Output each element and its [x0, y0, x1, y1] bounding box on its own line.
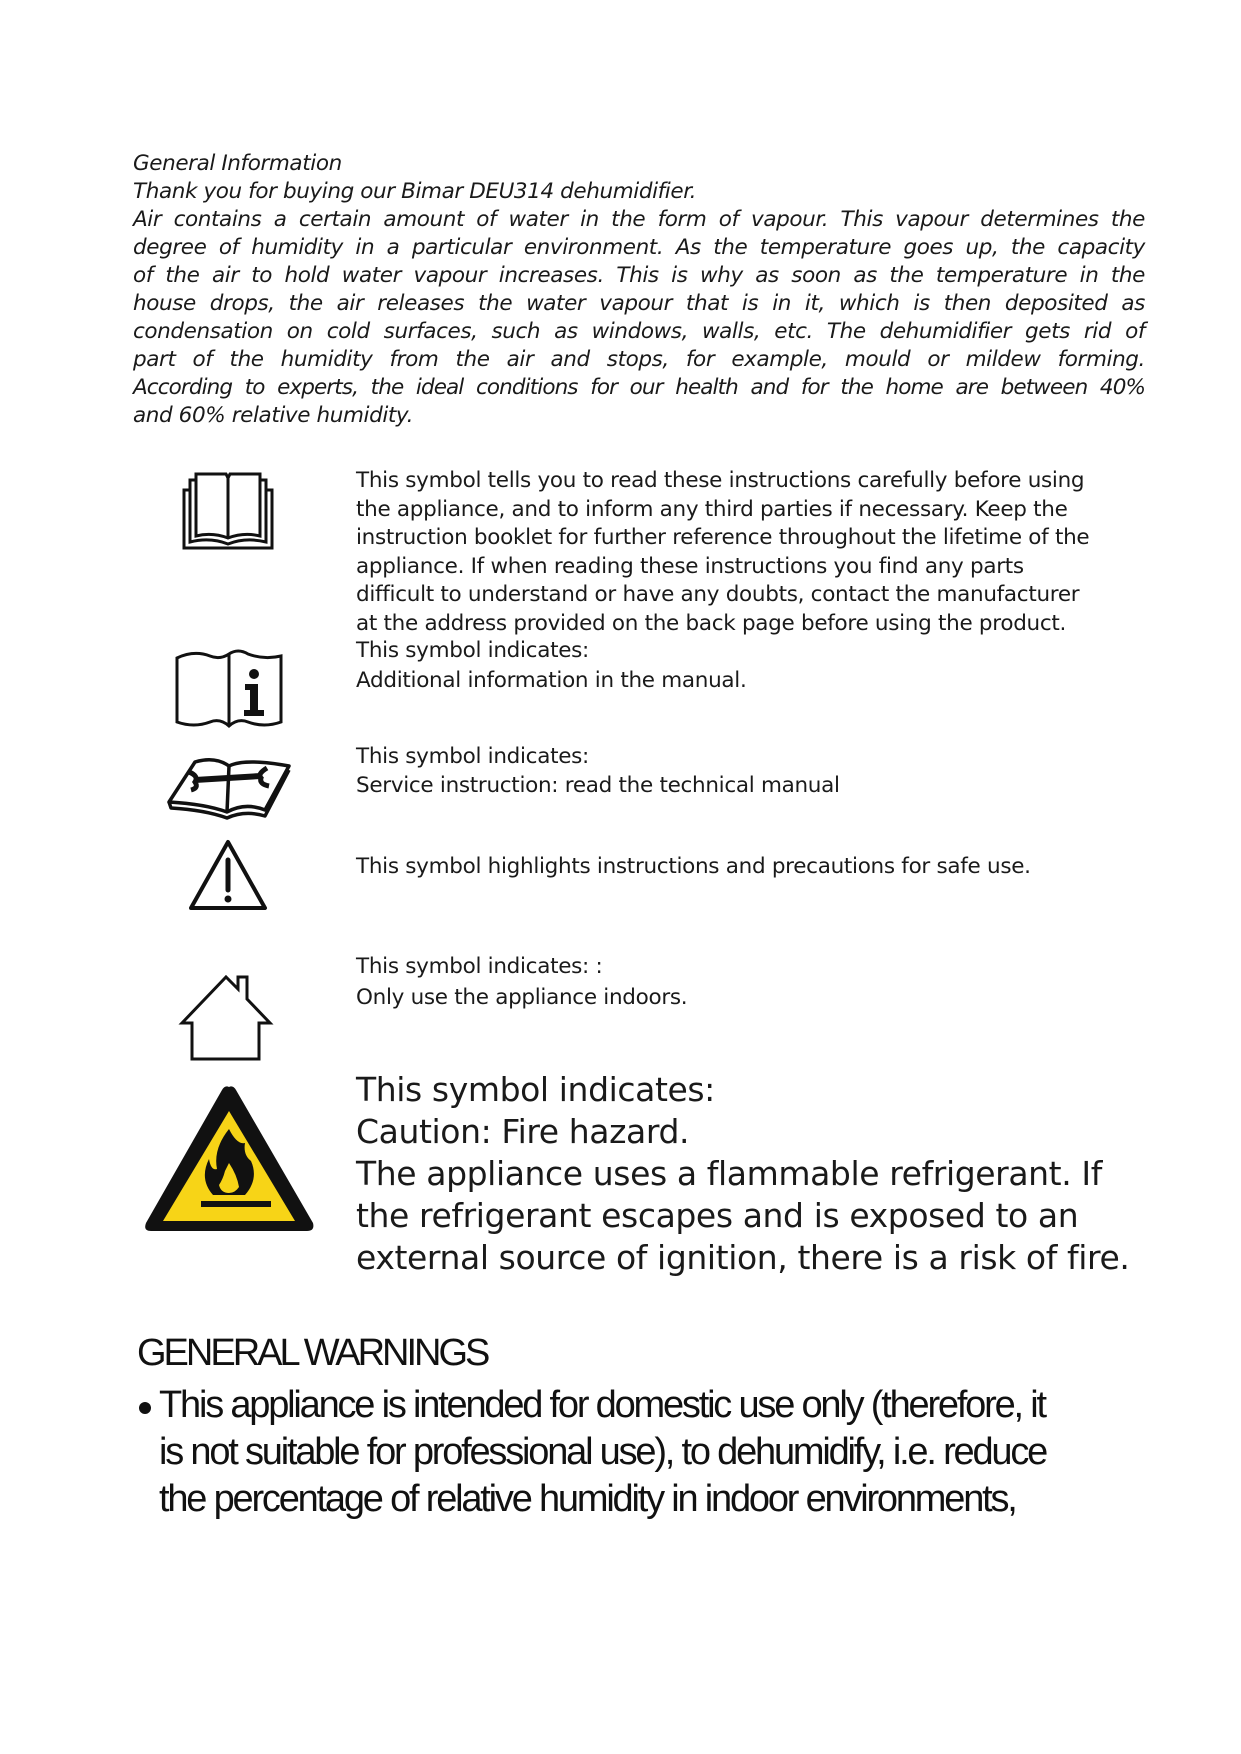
read-instructions-book-icon: [180, 470, 276, 554]
symbol-description: This symbol indicates: Service instruction: read the technical manual: [356, 744, 840, 798]
symbol-description: This symbol indicates: : Only use the appliance indoors.: [356, 954, 688, 1010]
thank-you-line: Thank you for buying our Bimar DEU314 dehumidifier.: [133, 179, 697, 204]
intro-paragraph-line: According to experts, the ideal conditions for our health and for the home are between 40%: [133, 375, 1145, 400]
intro-paragraph-line: house drops, the air releases the water vapour that is in it, which is then deposited as: [133, 291, 1145, 316]
indoor-use-house-icon: [178, 975, 274, 1061]
general-warnings-heading: GENERAL WARNINGS: [137, 1332, 488, 1374]
symbol-description: This symbol highlights instructions and precautions for safe use.: [356, 854, 1031, 879]
intro-paragraph-line: of the air to hold water vapour increases. This is why as soon as the temperature in the: [133, 263, 1145, 288]
warning-triangle-icon: [187, 838, 269, 912]
section-title: General Information: [133, 151, 342, 176]
service-manual-wrench-icon: [165, 756, 291, 820]
symbol-description: This symbol indicates: Additional information in the manual.: [356, 638, 747, 693]
fire-hazard-icon: [141, 1083, 317, 1235]
symbol-description: This symbol indicates: Caution: Fire hazard. The appliance uses a flammable refrigerant. If the refrigerant escapes and is exposed to an external source of ignition, there is a risk of fire.: [356, 1070, 1130, 1277]
intro-paragraph-line: and 60% relative humidity.: [133, 403, 414, 428]
warning-bullet-item: This appliance is intended for domestic use only (therefore, it is not suitable for professional use), to dehumidify, i.e. reduce the percentage of relative humidity in indoor environments,: [137, 1382, 1046, 1523]
intro-paragraph-line: condensation on cold surfaces, such as windows, walls, etc. The dehumidifier gets rid of: [133, 319, 1145, 344]
intro-paragraph-line: part of the humidity from the air and stops, for example, mould or mildew forming.: [133, 347, 1145, 372]
intro-paragraph-line: degree of humidity in a particular environment. As the temperature goes up, the capacity: [133, 235, 1145, 260]
symbol-description: This symbol tells you to read these instructions carefully before using the appliance, and to inform any third parties if necessary. Keep the instruction booklet for further reference throughout the lifetime of the appliance. If when reading these instructions you find any parts difficult to understand or have any doubts, contact the manufacturer at the address provided on the back page before using the product.: [356, 468, 1090, 636]
intro-paragraph-line: Air contains a certain amount of water in the form of vapour. This vapour determines the: [133, 207, 1145, 232]
bullet-icon: [139, 1402, 151, 1414]
manual-info-icon: [174, 648, 284, 732]
general-information-section: [133, 150, 1145, 430]
